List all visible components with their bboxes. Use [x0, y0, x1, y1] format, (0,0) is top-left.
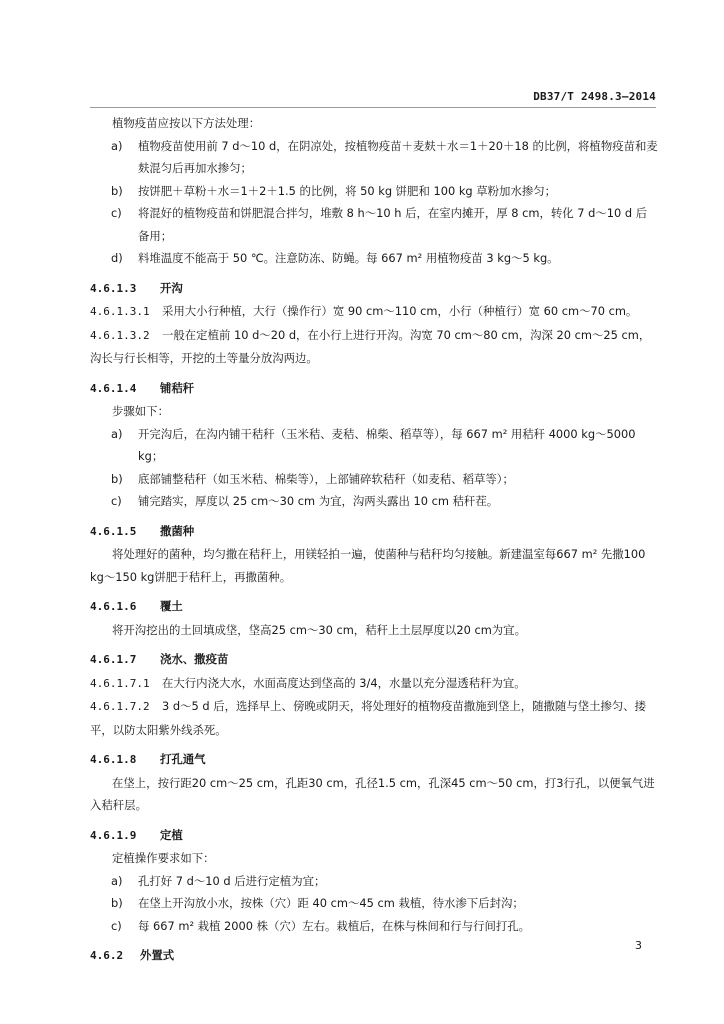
header-rule [90, 107, 656, 108]
section-heading [90, 824, 658, 848]
section-heading [90, 595, 658, 619]
list-text: 开完沟后，在沟内铺干秸秆（玉米秸、麦秸、棉柴、稻草等），每 667 m² 用秸秆 4000 kg～5000 kg； [138, 426, 636, 463]
section-title: 打孔通气 [160, 752, 206, 766]
intro-text: 植物疫苗应按以下方法处理： [112, 116, 261, 130]
section-number: 4.6.1.5 [90, 524, 137, 538]
section-number: 4.6.1.6 [90, 600, 137, 613]
section-number: 4.6.1.9 [90, 828, 137, 842]
subclause-number: 4.6.1.3.2 [90, 328, 150, 342]
section-lead: 定植操作要求如下： [112, 851, 215, 865]
list-text: 在垡上开沟放小水，按株（穴）距 40 cm～45 cm 栽植，待水渗下后封沟； [138, 896, 524, 910]
section-number: 4.6.2 [90, 949, 124, 962]
list-label: d) [111, 251, 123, 265]
document-code: DB37/T 2498.3—2014 [533, 90, 656, 103]
subclause-text: 3 d～5 d 后，选择早上、傍晚或阴天，将处理好的植物疫苗撒施到垡上，随撒随与垡土掺匀、搂平，以防太阳紫外线杀死。 [90, 699, 647, 737]
list-item [90, 135, 658, 180]
section-title: 浇水、撒疫苗 [160, 652, 229, 666]
subclause-number: 4.6.1.7.1 [90, 676, 150, 690]
section-heading [90, 944, 658, 968]
section-title: 开沟 [160, 280, 183, 295]
section-title: 铺秸秆 [160, 380, 195, 395]
list-item [90, 423, 658, 468]
list-item [90, 468, 658, 491]
list-item [90, 892, 658, 915]
section-heading [90, 377, 658, 401]
subclause [90, 300, 658, 324]
list-text: 料堆温度不能高于 50 ℃。注意防冻、防蝇。每 667 m² 用植物疫苗 3 kg～5 kg。 [138, 251, 559, 265]
list-item [90, 247, 658, 270]
section-title: 定植 [160, 827, 183, 842]
section-number: 4.6.1.4 [90, 381, 137, 395]
list-text: 将混好的植物疫苗和饼肥混合拌匀，堆敷 8 h～10 h 后，在室内摊开，厚 8 cm，转化 7 d～10 d 后备用； [138, 206, 648, 243]
list-label: b) [111, 896, 123, 910]
list-label: c) [111, 918, 122, 933]
subclause-text: 在大行内浇大水，水面高度达到垡高的 3/4，水量以充分湿透秸秆为宜。 [162, 675, 526, 690]
section-title: 外置式 [140, 948, 175, 962]
list-label: c) [111, 494, 122, 508]
section-number: 4.6.1.8 [90, 753, 137, 766]
list-text: 孔打好 7 d～10 d 后进行定植为宜； [138, 873, 326, 888]
section-heading [90, 277, 658, 301]
section-title: 覆土 [160, 599, 183, 613]
section-paragraph: 在垡上，按行距20 cm～25 cm，孔距30 cm，孔径1.5 cm，孔深45 cm～50 cm，打3行孔，以便氧气进入秸秆层。 [90, 775, 655, 812]
list-item [90, 490, 658, 513]
list-text: 按饼肥＋草粉＋水＝1＋2＋1.5 的比例，将 50 kg 饼肥和 100 kg 草粉加水掺匀； [138, 183, 557, 198]
section-number: 4.6.1.7 [90, 653, 137, 666]
section-paragraph: 将处理好的菌种，均匀撒在秸秆上，用镁轻拍一遍，使菌种与秸秆均匀接触。新建温室每667 m² 先撒100 kg～150 kg饼肥于秸秆上，再撒菌种。 [90, 547, 646, 584]
subclause-number: 4.6.1.3.1 [90, 305, 150, 318]
subclause [90, 324, 658, 370]
list-item [90, 202, 658, 247]
list-text: 每 667 m² 栽植 2000 株（穴）左右。栽植后，在株与株间和行与行间打孔。 [138, 918, 531, 933]
section-paragraph: 将开沟挖出的土回填成垡，垡高25 cm～30 cm，秸秆上土层厚度以20 cm为宜。 [112, 622, 526, 637]
subclause-text: 采用大小行种植，大行（操作行）宽 90 cm～110 cm，小行（种植行）宽 60 cm～70 cm。 [162, 304, 638, 318]
subclause-number: 4.6.1.7.2 [90, 700, 150, 713]
list-item [90, 915, 658, 938]
list-label: c) [111, 206, 122, 220]
list-item [90, 870, 658, 893]
list-label: a) [111, 873, 123, 888]
subclause-text: 一般在定植前 10 d～20 d，在小行上进行开沟。沟宽 70 cm～80 cm，沟深 20 cm～25 cm，沟长与行长相等，开挖的土等量分放沟两边。 [90, 327, 651, 365]
list-label: b) [111, 471, 123, 486]
list-label: a) [111, 138, 123, 153]
subclause [90, 695, 658, 741]
list-text: 底部铺整秸秆（如玉米秸、棉柴等），上部铺碎软秸秆（如麦秸、稻草等）； [138, 471, 514, 486]
list-text: 铺完踏实，厚度以 25 cm～30 cm 为宜，沟两头露出 10 cm 秸秆茬。 [138, 494, 499, 508]
list-label: a) [111, 426, 123, 441]
section-lead: 步骤如下： [112, 404, 169, 418]
list-text: 植物疫苗使用前 7 d～10 d，在阴凉处，按植物疫苗＋麦麸＋水＝1＋20＋18 的比例，将植物疫苗和麦麸混匀后再加水掺匀； [138, 138, 658, 175]
section-title: 撒菌种 [160, 523, 195, 538]
section-heading [90, 648, 658, 672]
page-number: 3 [635, 939, 642, 952]
list-label: b) [111, 183, 123, 198]
list-item [90, 180, 658, 203]
document-body [90, 112, 658, 968]
section-heading [90, 748, 658, 772]
section-number: 4.6.1.3 [90, 281, 137, 295]
subclause [90, 672, 658, 696]
section-heading [90, 520, 658, 544]
